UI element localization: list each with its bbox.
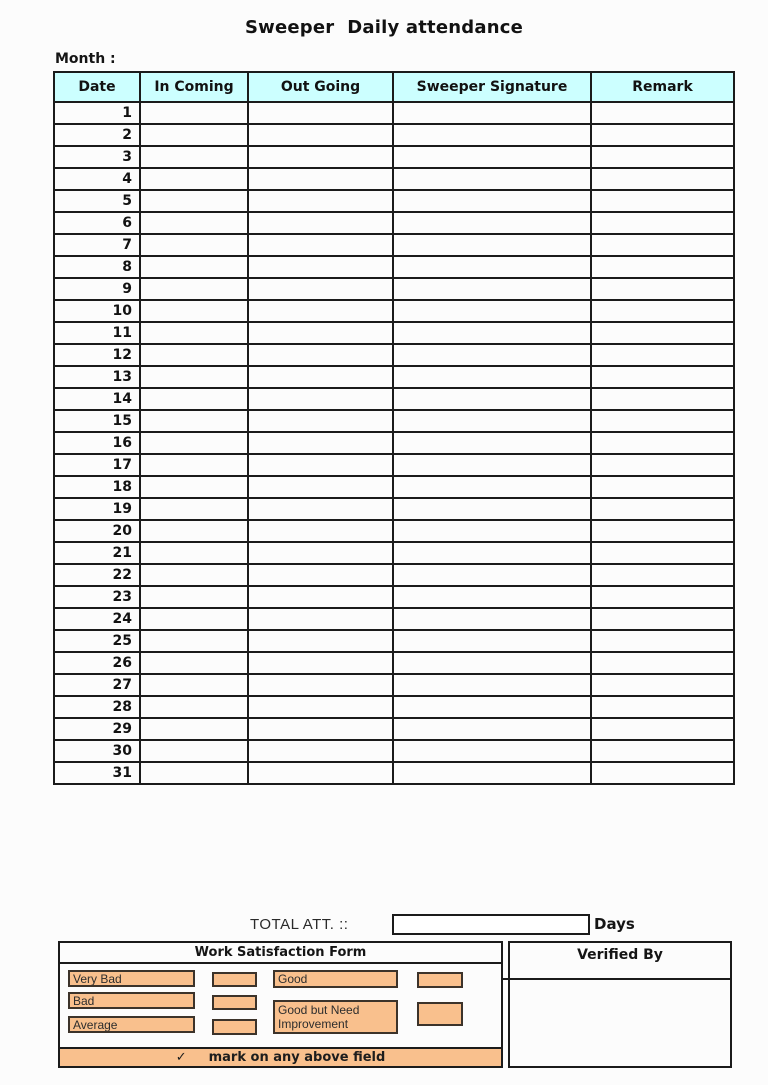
outgoing-cell[interactable] (248, 168, 393, 190)
signature-cell[interactable] (393, 388, 591, 410)
date-cell: 23 (54, 586, 140, 608)
table-row (54, 652, 734, 674)
table-row (54, 256, 734, 278)
incoming-cell[interactable] (140, 564, 248, 586)
month-label: Month : (55, 51, 116, 67)
form-title: Work Satisfaction Form (60, 943, 501, 964)
outgoing-cell[interactable] (248, 454, 393, 476)
remark-cell[interactable] (591, 344, 734, 366)
table-row (54, 696, 734, 718)
option-label-bad: Bad (68, 992, 195, 1009)
column-header: Date (54, 72, 140, 102)
incoming-cell[interactable] (140, 520, 248, 542)
verified-by-title: Verified By (510, 943, 730, 980)
remark-cell[interactable] (591, 146, 734, 168)
remark-cell[interactable] (591, 102, 734, 124)
table-row (54, 564, 734, 586)
table-row (54, 476, 734, 498)
outgoing-cell[interactable] (248, 476, 393, 498)
incoming-cell[interactable] (140, 740, 248, 762)
outgoing-cell[interactable] (248, 102, 393, 124)
table-row (54, 146, 734, 168)
table-row (54, 278, 734, 300)
attendance-table (53, 71, 735, 785)
date-cell: 30 (54, 740, 140, 762)
signature-cell[interactable] (393, 718, 591, 740)
outgoing-cell[interactable] (248, 630, 393, 652)
table-row (54, 102, 734, 124)
incoming-cell[interactable] (140, 674, 248, 696)
signature-cell[interactable] (393, 190, 591, 212)
date-cell: 13 (54, 366, 140, 388)
signature-cell[interactable] (393, 366, 591, 388)
checkbox-average[interactable] (212, 1019, 257, 1035)
outgoing-cell[interactable] (248, 542, 393, 564)
date-cell: 18 (54, 476, 140, 498)
remark-cell[interactable] (591, 740, 734, 762)
remark-cell[interactable] (591, 168, 734, 190)
outgoing-cell[interactable] (248, 344, 393, 366)
outgoing-cell[interactable] (248, 608, 393, 630)
outgoing-cell[interactable] (248, 278, 393, 300)
outgoing-cell[interactable] (248, 146, 393, 168)
outgoing-cell[interactable] (248, 234, 393, 256)
incoming-cell[interactable] (140, 498, 248, 520)
remark-cell[interactable] (591, 366, 734, 388)
remark-cell[interactable] (591, 234, 734, 256)
check-icon: ✓ (175, 1050, 187, 1065)
date-cell: 2 (54, 124, 140, 146)
date-cell: 26 (54, 652, 140, 674)
incoming-cell[interactable] (140, 652, 248, 674)
incoming-cell[interactable] (140, 366, 248, 388)
signature-cell[interactable] (393, 102, 591, 124)
signature-cell[interactable] (393, 674, 591, 696)
date-cell: 24 (54, 608, 140, 630)
date-cell: 11 (54, 322, 140, 344)
outgoing-cell[interactable] (248, 410, 393, 432)
table-row (54, 124, 734, 146)
incoming-cell[interactable] (140, 476, 248, 498)
remark-cell[interactable] (591, 212, 734, 234)
table-row (54, 762, 734, 784)
form-footer-bar (60, 1047, 501, 1066)
signature-cell[interactable] (393, 762, 591, 784)
outgoing-cell[interactable] (248, 498, 393, 520)
incoming-cell[interactable] (140, 432, 248, 454)
signature-cell[interactable] (393, 212, 591, 234)
table-row (54, 212, 734, 234)
remark-cell[interactable] (591, 542, 734, 564)
remark-cell[interactable] (591, 454, 734, 476)
table-row (54, 168, 734, 190)
table-row (54, 432, 734, 454)
date-cell: 16 (54, 432, 140, 454)
remark-cell[interactable] (591, 652, 734, 674)
incoming-cell[interactable] (140, 696, 248, 718)
outgoing-cell[interactable] (248, 520, 393, 542)
signature-cell[interactable] (393, 344, 591, 366)
table-row (54, 630, 734, 652)
table-row (54, 190, 734, 212)
signature-cell[interactable] (393, 300, 591, 322)
checkbox-bad[interactable] (212, 995, 257, 1010)
remark-cell[interactable] (591, 190, 734, 212)
incoming-cell[interactable] (140, 278, 248, 300)
remark-cell[interactable] (591, 564, 734, 586)
date-cell: 1 (54, 102, 140, 124)
outgoing-cell[interactable] (248, 586, 393, 608)
remark-cell[interactable] (591, 498, 734, 520)
column-header: Remark (591, 72, 734, 102)
remark-cell[interactable] (591, 630, 734, 652)
date-cell: 17 (54, 454, 140, 476)
remark-cell[interactable] (591, 718, 734, 740)
signature-cell[interactable] (393, 498, 591, 520)
incoming-cell[interactable] (140, 586, 248, 608)
remark-cell[interactable] (591, 476, 734, 498)
checkbox-good-but-need-improvement[interactable] (417, 1002, 463, 1026)
signature-cell[interactable] (393, 168, 591, 190)
table-row (54, 718, 734, 740)
date-cell: 15 (54, 410, 140, 432)
incoming-cell[interactable] (140, 388, 248, 410)
remark-cell[interactable] (591, 124, 734, 146)
incoming-cell[interactable] (140, 410, 248, 432)
date-cell: 21 (54, 542, 140, 564)
date-cell: 7 (54, 234, 140, 256)
incoming-cell[interactable] (140, 542, 248, 564)
table-row (54, 344, 734, 366)
table-row (54, 454, 734, 476)
date-cell: 25 (54, 630, 140, 652)
verified-by-box (508, 941, 732, 1068)
option-label-very-bad: Very Bad (68, 970, 195, 987)
table-row (54, 300, 734, 322)
remark-cell[interactable] (591, 696, 734, 718)
option-label-good-but-need-improvement: Good but Need Improvement (273, 1000, 398, 1034)
header-row (54, 72, 734, 102)
outgoing-cell[interactable] (248, 212, 393, 234)
signature-cell[interactable] (393, 454, 591, 476)
incoming-cell[interactable] (140, 454, 248, 476)
incoming-cell[interactable] (140, 234, 248, 256)
days-label: Days (594, 915, 635, 933)
date-cell: 10 (54, 300, 140, 322)
date-cell: 8 (54, 256, 140, 278)
outgoing-cell[interactable] (248, 190, 393, 212)
table-row (54, 234, 734, 256)
outgoing-cell[interactable] (248, 674, 393, 696)
incoming-cell[interactable] (140, 300, 248, 322)
date-cell: 3 (54, 146, 140, 168)
outgoing-cell[interactable] (248, 652, 393, 674)
outgoing-cell[interactable] (248, 564, 393, 586)
option-label-good: Good (273, 970, 398, 988)
incoming-cell[interactable] (140, 168, 248, 190)
incoming-cell[interactable] (140, 608, 248, 630)
table-row (54, 366, 734, 388)
incoming-cell[interactable] (140, 762, 248, 784)
outgoing-cell[interactable] (248, 256, 393, 278)
date-cell: 9 (54, 278, 140, 300)
date-cell: 6 (54, 212, 140, 234)
outgoing-cell[interactable] (248, 388, 393, 410)
date-cell: 31 (54, 762, 140, 784)
date-cell: 5 (54, 190, 140, 212)
checkbox-good[interactable] (417, 972, 463, 988)
date-cell: 19 (54, 498, 140, 520)
remark-cell[interactable] (591, 300, 734, 322)
total-att-label: TOTAL ATT. :: (250, 916, 349, 933)
signature-cell[interactable] (393, 124, 591, 146)
signature-cell[interactable] (393, 542, 591, 564)
incoming-cell[interactable] (140, 190, 248, 212)
signature-cell[interactable] (393, 278, 591, 300)
table-row (54, 740, 734, 762)
signature-cell[interactable] (393, 432, 591, 454)
date-cell: 27 (54, 674, 140, 696)
option-label-average: Average (68, 1016, 195, 1033)
table-row (54, 388, 734, 410)
date-cell: 14 (54, 388, 140, 410)
incoming-cell[interactable] (140, 146, 248, 168)
column-header: Sweeper Signature (393, 72, 591, 102)
signature-cell[interactable] (393, 256, 591, 278)
incoming-cell[interactable] (140, 212, 248, 234)
signature-cell[interactable] (393, 410, 591, 432)
column-header: In Coming (140, 72, 248, 102)
outgoing-cell[interactable] (248, 432, 393, 454)
date-cell: 4 (54, 168, 140, 190)
remark-cell[interactable] (591, 762, 734, 784)
date-cell: 20 (54, 520, 140, 542)
signature-cell[interactable] (393, 630, 591, 652)
signature-cell[interactable] (393, 476, 591, 498)
incoming-cell[interactable] (140, 102, 248, 124)
signature-cell[interactable] (393, 608, 591, 630)
outgoing-cell[interactable] (248, 124, 393, 146)
signature-cell[interactable] (393, 146, 591, 168)
signature-cell[interactable] (393, 740, 591, 762)
outgoing-cell[interactable] (248, 366, 393, 388)
outgoing-cell[interactable] (248, 718, 393, 740)
remark-cell[interactable] (591, 586, 734, 608)
footer-note: mark on any above field (208, 1050, 386, 1065)
incoming-cell[interactable] (140, 322, 248, 344)
attendance-rows (54, 102, 734, 784)
signature-cell[interactable] (393, 586, 591, 608)
signature-cell[interactable] (393, 520, 591, 542)
incoming-cell[interactable] (140, 630, 248, 652)
table-row (54, 520, 734, 542)
checkbox-very-bad[interactable] (212, 972, 257, 987)
outgoing-cell[interactable] (248, 696, 393, 718)
outgoing-cell[interactable] (248, 322, 393, 344)
signature-cell[interactable] (393, 234, 591, 256)
remark-cell[interactable] (591, 608, 734, 630)
date-cell: 22 (54, 564, 140, 586)
date-cell: 12 (54, 344, 140, 366)
remark-cell[interactable] (591, 410, 734, 432)
incoming-cell[interactable] (140, 344, 248, 366)
column-header: Out Going (248, 72, 393, 102)
total-att-value-box[interactable] (392, 914, 590, 935)
remark-cell[interactable] (591, 256, 734, 278)
page-title: Sweeper Daily attendance (244, 17, 524, 38)
outgoing-cell[interactable] (248, 762, 393, 784)
date-cell: 29 (54, 718, 140, 740)
remark-cell[interactable] (591, 432, 734, 454)
incoming-cell[interactable] (140, 124, 248, 146)
signature-cell[interactable] (393, 652, 591, 674)
incoming-cell[interactable] (140, 718, 248, 740)
table-row (54, 410, 734, 432)
remark-cell[interactable] (591, 278, 734, 300)
remark-cell[interactable] (591, 674, 734, 696)
date-cell: 28 (54, 696, 140, 718)
incoming-cell[interactable] (140, 256, 248, 278)
remark-cell[interactable] (591, 520, 734, 542)
table-row (54, 608, 734, 630)
table-row (54, 498, 734, 520)
remark-cell[interactable] (591, 322, 734, 344)
outgoing-cell[interactable] (248, 300, 393, 322)
signature-cell[interactable] (393, 322, 591, 344)
signature-cell[interactable] (393, 696, 591, 718)
outgoing-cell[interactable] (248, 740, 393, 762)
signature-cell[interactable] (393, 564, 591, 586)
table-row (54, 586, 734, 608)
remark-cell[interactable] (591, 388, 734, 410)
table-row (54, 674, 734, 696)
table-row (54, 322, 734, 344)
table-row (54, 542, 734, 564)
